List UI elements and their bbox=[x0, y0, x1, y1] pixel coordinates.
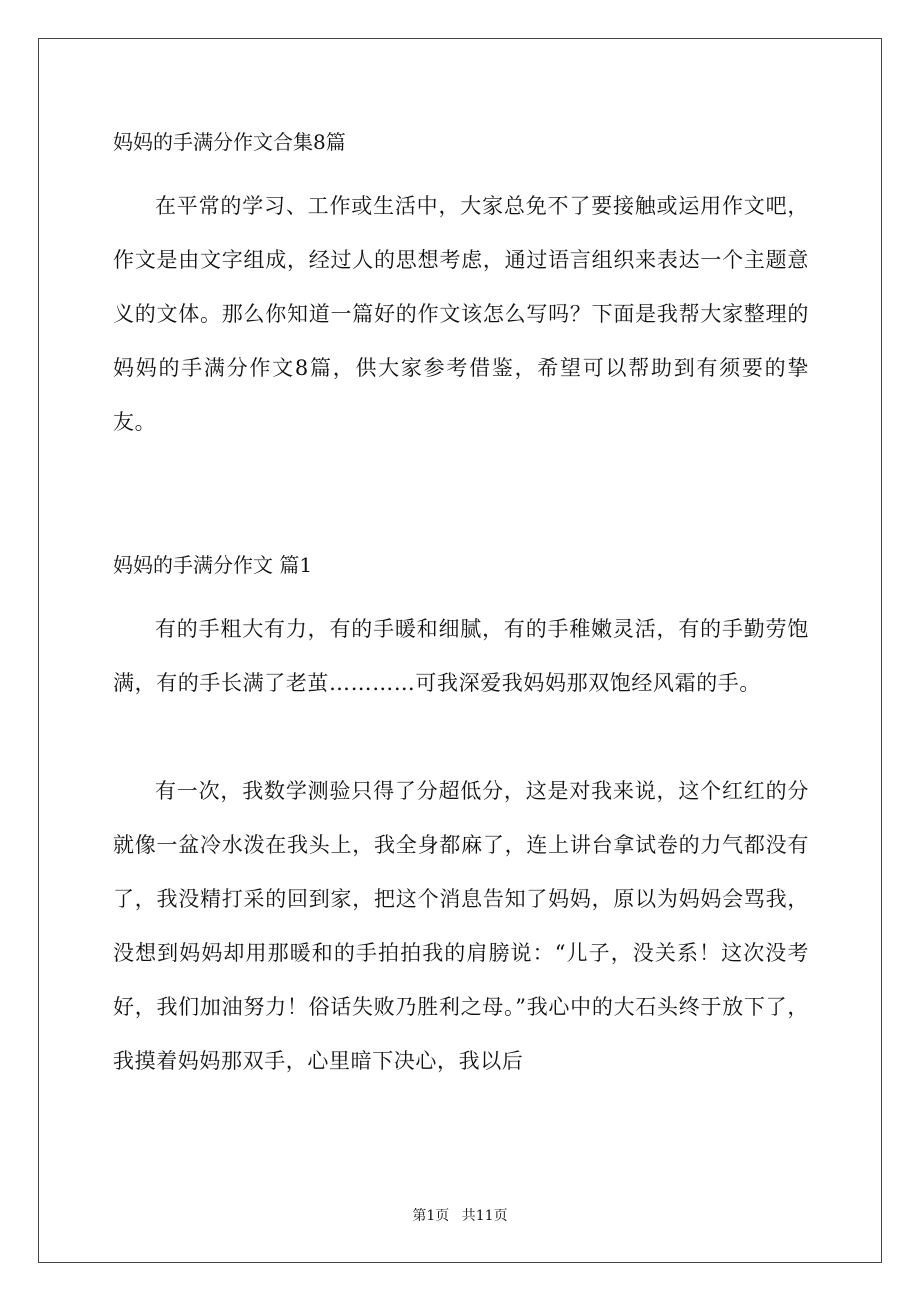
intro-paragraph: 在平常的学习、工作或生活中，大家总免不了要接触或运用作文吧，作文是由文字组成，经过人的思想考虑，通过语言组织来表达一个主题意义的文体。那么你知道一篇好的作文该怎么写吗？下面是我帮大家整理的妈妈的手满分作文8篇，供大家参考借鉴，希望可以帮助到有须要的挚友。 bbox=[113, 194, 809, 434]
document-title: 妈妈的手满分作文合集8篇 bbox=[113, 130, 346, 154]
section-heading: 妈妈的手满分作文 篇1 bbox=[113, 553, 313, 577]
body-paragraph: 有的手粗大有力，有的手暖和细腻，有的手稚嫩灵活，有的手勤劳饱满，有的手长满了老茧…………可我深爱我妈妈那双饱经风霜的手。 bbox=[113, 617, 809, 695]
page-number: 第1页 bbox=[412, 1208, 450, 1224]
page-footer bbox=[0, 1206, 920, 1226]
body-paragraph: 有一次，我数学测验只得了分超低分，这是对我来说，这个红红的分就像一盆冷水泼在我头上，我全身都麻了，连上讲台拿试卷的力气都没有了，我没精打采的回到家，把这个消息告知了妈妈，原以为妈妈会骂我，没想到妈妈却用那暖和的手拍拍我的肩膀说：“儿子，没关系！这次没考好，我们加油努力！俗话失败乃胜利之母。”我心中的大石头终于放下了，我摸着妈妈那双手，心里暗下决心，我以后 bbox=[113, 779, 809, 1073]
page-total: 共11页 bbox=[461, 1208, 508, 1224]
